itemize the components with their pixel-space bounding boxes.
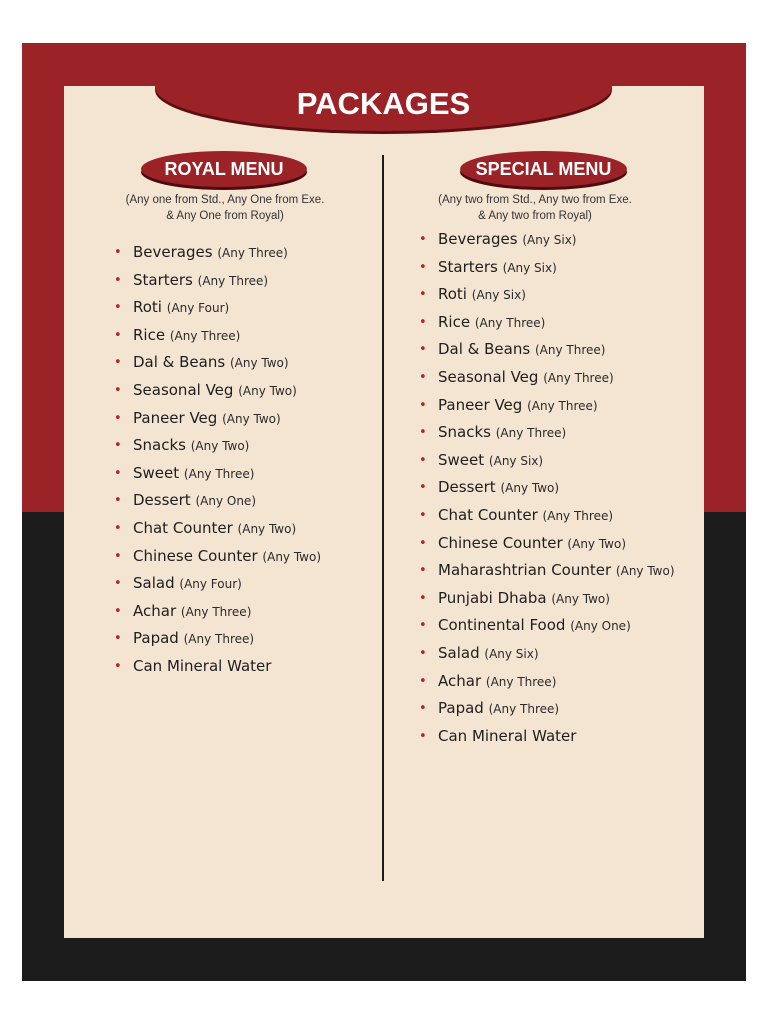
- menu-item-name: Can Mineral Water: [133, 656, 272, 675]
- menu-item-name: Achar: [438, 671, 482, 690]
- menu-item: [114, 570, 321, 598]
- bullet-icon: •: [419, 342, 427, 358]
- menu-item-quantity: (Any Two): [551, 591, 610, 606]
- menu-item: [114, 625, 321, 653]
- menu-item: [419, 309, 675, 337]
- menu-item: [419, 392, 675, 420]
- menu-item-name: Maharashtrian Counter: [438, 561, 612, 580]
- menu-item: [114, 515, 321, 543]
- menu-item-name: Chinese Counter: [438, 533, 563, 552]
- menu-item-name: Achar: [133, 601, 177, 620]
- menu-item: [419, 419, 675, 447]
- menu-item: [114, 487, 321, 515]
- royal-menu-note: [100, 192, 350, 224]
- bullet-icon: •: [114, 272, 122, 288]
- menu-item-quantity: (Any One): [195, 494, 256, 509]
- bullet-icon: •: [419, 287, 427, 303]
- menu-item-name: Chat Counter: [133, 518, 233, 537]
- special-menu-note-line2: & Any two from Royal): [478, 210, 592, 222]
- menu-item: [419, 502, 675, 530]
- menu-item-quantity: (Any Two): [237, 521, 297, 536]
- menu-item-name: Paneer Veg: [438, 395, 523, 414]
- menu-item: [419, 557, 675, 585]
- bullet-icon: •: [114, 300, 122, 316]
- menu-item: [419, 447, 675, 475]
- bullet-icon: •: [114, 603, 122, 619]
- special-menu-list: [419, 226, 675, 750]
- bullet-icon: •: [419, 259, 427, 275]
- bullet-icon: •: [419, 232, 427, 247]
- menu-item: [114, 294, 321, 322]
- menu-item-quantity: (Any Three): [169, 328, 241, 343]
- menu-item-name: Papad: [133, 629, 179, 648]
- bullet-icon: •: [419, 701, 427, 717]
- bullet-icon: •: [419, 618, 427, 634]
- menu-item: [419, 695, 675, 723]
- bullet-icon: •: [419, 563, 427, 579]
- menu-item-name: Salad: [133, 574, 175, 593]
- menu-item-name: Rice: [438, 312, 471, 331]
- column-divider: [382, 155, 384, 881]
- menu-item-name: Beverages: [438, 230, 518, 248]
- menu-item-quantity: (Any Two): [262, 549, 322, 564]
- menu-item: [114, 653, 321, 681]
- menu-item-quantity: (Any Three): [495, 426, 567, 441]
- menu-item-quantity: (Any Three): [542, 508, 614, 523]
- menu-item-quantity: (Any Two): [238, 383, 297, 398]
- menu-item-quantity: (Any Three): [488, 702, 560, 717]
- menu-item: [419, 585, 675, 613]
- menu-item: [114, 432, 321, 460]
- page-title: PACKAGES: [296, 86, 471, 121]
- menu-item-quantity: (Any Four): [179, 577, 242, 592]
- special-menu-note-line1: (Any two from Std., Any two from Exe.: [438, 194, 632, 206]
- menu-item: [419, 612, 675, 640]
- bullet-icon: •: [114, 245, 122, 260]
- menu-item-quantity: (Any Three): [485, 674, 557, 689]
- menu-item-quantity: (Any Six): [484, 646, 539, 661]
- bullet-icon: •: [114, 493, 122, 509]
- menu-item: [114, 239, 321, 267]
- bullet-icon: •: [114, 327, 122, 343]
- menu-item-name: Dessert: [438, 478, 496, 497]
- menu-item-name: Rice: [133, 325, 166, 344]
- menu-item-name: Beverages: [133, 243, 213, 261]
- menu-item-name: Dal & Beans: [438, 340, 531, 359]
- bullet-icon: •: [419, 507, 427, 523]
- menu-item-quantity: (Any Two): [615, 564, 675, 579]
- menu-item-name: Snacks: [133, 436, 186, 455]
- menu-item-quantity: (Any Three): [474, 315, 546, 330]
- menu-item-quantity: (Any Four): [166, 301, 230, 316]
- menu-item-quantity: (Any Three): [527, 398, 598, 413]
- menu-item-quantity: (Any Two): [222, 411, 281, 426]
- menu-item-name: Roti: [438, 285, 467, 304]
- bullet-icon: •: [419, 397, 427, 413]
- menu-item-name: Papad: [438, 699, 484, 718]
- bullet-icon: •: [419, 728, 427, 744]
- menu-item-quantity: (Any Three): [180, 604, 252, 619]
- menu-item-quantity: (Any Two): [500, 481, 560, 496]
- bullet-icon: •: [114, 438, 122, 454]
- menu-item-name: Seasonal Veg: [438, 367, 539, 386]
- menu-item-name: Can Mineral Water: [438, 726, 577, 745]
- bullet-icon: •: [419, 645, 427, 661]
- menu-item: [419, 640, 675, 668]
- menu-item-name: Sweet: [438, 450, 485, 469]
- menu-item-name: Snacks: [438, 423, 491, 442]
- menu-item-quantity: (Any Three): [534, 343, 606, 358]
- menu-item: [419, 254, 675, 282]
- menu-item-name: Chat Counter: [438, 505, 538, 524]
- menu-item-name: Seasonal Veg: [133, 380, 234, 399]
- menu-item-quantity: (Any Six): [502, 260, 557, 275]
- menu-item-name: Sweet: [133, 463, 180, 482]
- bullet-icon: •: [419, 673, 427, 689]
- menu-item: [114, 322, 321, 350]
- menu-item-quantity: (Any Two): [229, 356, 289, 371]
- bullet-icon: •: [419, 425, 427, 441]
- menu-item-name: Continental Food: [438, 616, 566, 635]
- menu-item-name: Salad: [438, 643, 480, 662]
- menu-item-name: Roti: [133, 298, 162, 317]
- menu-item-name: Paneer Veg: [133, 408, 218, 427]
- bullet-icon: •: [114, 382, 122, 398]
- menu-item: [419, 530, 675, 558]
- bullet-icon: •: [419, 535, 427, 551]
- special-menu-note: [410, 192, 660, 224]
- royal-menu-note-line2: & Any One from Royal): [166, 210, 284, 222]
- royal-menu-heading: ROYAL MENU: [164, 159, 284, 179]
- menu-item: [419, 668, 675, 696]
- bullet-icon: •: [114, 410, 122, 426]
- menu-item-name: Starters: [438, 257, 498, 276]
- bullet-icon: •: [419, 590, 427, 606]
- bullet-icon: •: [114, 520, 122, 536]
- bullet-icon: •: [114, 548, 122, 564]
- menu-item-quantity: (Any Three): [183, 632, 255, 647]
- menu-item: [114, 377, 321, 405]
- bullet-icon: •: [419, 480, 427, 496]
- bullet-icon: •: [114, 631, 122, 647]
- menu-item-quantity: (Any Two): [190, 439, 250, 454]
- menu-item-quantity: (Any Two): [567, 536, 627, 551]
- royal-menu-list: [114, 239, 321, 681]
- menu-item-quantity: (Any Three): [217, 246, 288, 260]
- bullet-icon: •: [419, 369, 427, 385]
- special-menu-heading: SPECIAL MENU: [475, 159, 612, 179]
- bullet-icon: •: [419, 452, 427, 468]
- bullet-icon: •: [419, 314, 427, 330]
- menu-item-name: Punjabi Dhaba: [438, 588, 547, 607]
- menu-item: [114, 267, 321, 295]
- menu-item: [419, 336, 675, 364]
- menu-item-name: Dessert: [133, 491, 191, 510]
- menu-item-name: Chinese Counter: [133, 546, 258, 565]
- menu-item-name: Dal & Beans: [133, 353, 226, 372]
- bullet-icon: •: [114, 465, 122, 481]
- menu-item-quantity: (Any Six): [471, 288, 526, 303]
- menu-item-quantity: (Any Six): [522, 233, 577, 247]
- menu-item-quantity: (Any Three): [543, 370, 614, 385]
- menu-item: [419, 364, 675, 392]
- bullet-icon: •: [114, 658, 122, 674]
- menu-item-quantity: (Any One): [570, 619, 631, 634]
- menu-item: [114, 598, 321, 626]
- menu-item: [114, 405, 321, 433]
- menu-item-quantity: (Any Three): [183, 466, 255, 481]
- menu-item: [419, 723, 675, 751]
- menu-item: [419, 474, 675, 502]
- menu-item: [419, 281, 675, 309]
- menu-item: [114, 460, 321, 488]
- bullet-icon: •: [114, 576, 122, 592]
- royal-menu-note-line1: (Any one from Std., Any One from Exe.: [125, 194, 325, 206]
- menu-item: [419, 226, 675, 254]
- menu-item-quantity: (Any Six): [488, 453, 544, 468]
- bullet-icon: •: [114, 355, 122, 371]
- menu-item: [114, 349, 321, 377]
- menu-item-name: Starters: [133, 270, 193, 289]
- menu-item: [114, 543, 321, 571]
- menu-item-quantity: (Any Three): [197, 273, 269, 288]
